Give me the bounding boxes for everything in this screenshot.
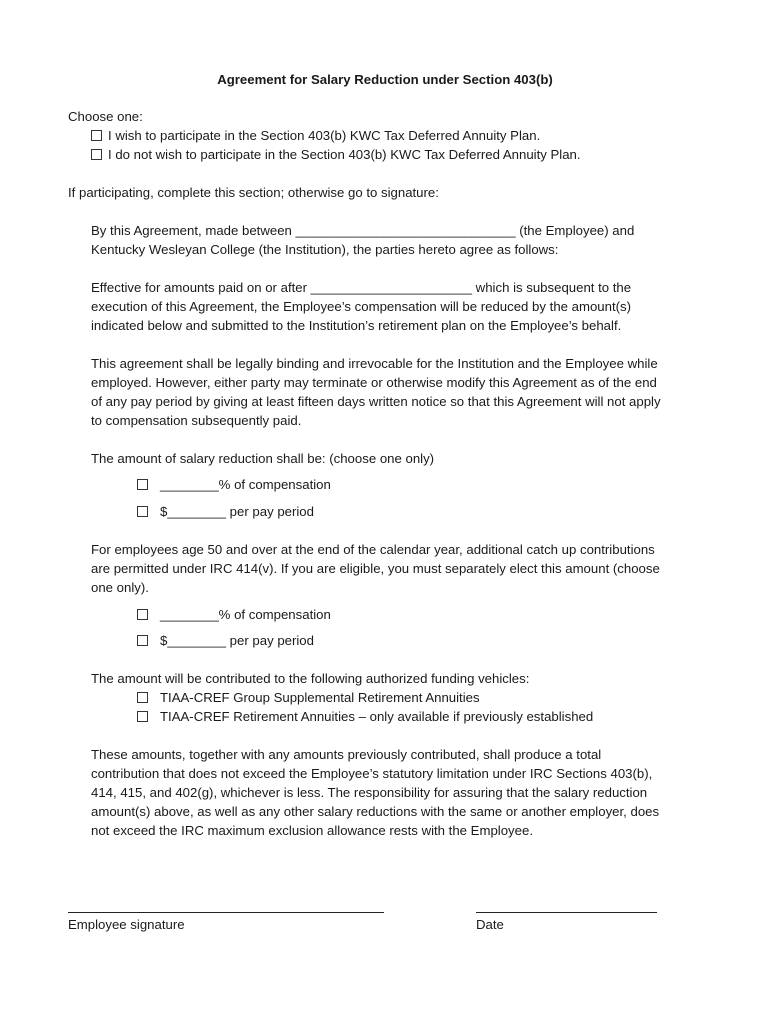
limits-line-1: These amounts, together with any amounts previously contributed, shall produce a total [91, 747, 602, 762]
vehicle-retirement-checkbox[interactable] [137, 711, 148, 722]
employee-signature-label: Employee signature [68, 917, 185, 932]
vehicle-retirement-label: TIAA-CREF Retirement Annuities – only available if previously established [160, 709, 594, 724]
catchup-line-2: are permitted under IRC 414(v). If you are eligible, you must separately elect this amount (choose [91, 561, 660, 576]
agreement-line-1: By this Agreement, made between ______________________________ (the Employee) and [91, 223, 635, 238]
date-label: Date [476, 917, 504, 932]
effective-line-2: execution of this Agreement, the Employee’s compensation will be reduced by the amount(s) [91, 299, 632, 314]
date-line[interactable] [476, 912, 657, 913]
choose-heading: Choose one: [68, 109, 143, 124]
participate-checkbox[interactable] [91, 130, 102, 141]
binding-line-3: of any pay period by giving at least fifteen days written notice so that this Agreement will not apply [91, 394, 661, 409]
vehicle-supplemental-label: TIAA-CREF Group Supplemental Retirement Annuities [160, 690, 480, 705]
catchup-dollar-option[interactable] [137, 633, 314, 649]
binding-line-1: This agreement shall be legally binding and irrevocable for the Institution and the Employee while [91, 356, 658, 371]
page-title: Agreement for Salary Reduction under Section 403(b) [217, 72, 553, 87]
agreement-line-2: Kentucky Wesleyan College (the Institution), the parties hereto agree as follows: [91, 242, 559, 257]
catchup-dollar-checkbox[interactable] [137, 635, 148, 646]
not-participate-checkbox[interactable] [91, 149, 102, 160]
limits-line-2: contribution that does not exceed the Employee’s statutory limitation under IRC Sections 403(b), [91, 766, 653, 781]
amount-percent-label: ________% of compensation [160, 477, 331, 492]
catchup-percent-checkbox[interactable] [137, 609, 148, 620]
catchup-dollar-label: $________ per pay period [160, 633, 314, 648]
amount-percent-checkbox[interactable] [137, 479, 148, 490]
limits-line-5: not exceed the IRC maximum exclusion allowance rests with the Employee. [91, 823, 533, 838]
option-not-participate-label: I do not wish to participate in the Section 403(b) KWC Tax Deferred Annuity Plan. [108, 147, 581, 162]
vehicle-supplemental-option[interactable] [137, 690, 480, 706]
vehicles-heading: The amount will be contributed to the following authorized funding vehicles: [91, 671, 530, 686]
vehicle-supplemental-checkbox[interactable] [137, 692, 148, 703]
effective-line-3: indicated below and submitted to the Institution’s retirement plan on the Employee’s behalf. [91, 318, 622, 333]
catchup-percent-label: ________% of compensation [160, 607, 331, 622]
catchup-line-3: one only). [91, 580, 149, 595]
effective-line-1: Effective for amounts paid on or after ______________________ which is subsequent to the [91, 280, 632, 295]
option-not-participate[interactable] [91, 147, 581, 163]
limits-line-3: 414, 415, and 402(g), whichever is less. The responsibility for assuring that the salary reduction [91, 785, 648, 800]
participating-instruction: If participating, complete this section; otherwise go to signature: [68, 185, 439, 200]
binding-line-4: to compensation subsequently paid. [91, 413, 302, 428]
binding-line-2: employed. However, either party may terminate or otherwise modify this Agreement as of the end [91, 375, 657, 390]
amount-dollar-option[interactable] [137, 504, 314, 520]
option-participate-label: I wish to participate in the Section 403(b) KWC Tax Deferred Annuity Plan. [108, 128, 541, 143]
vehicle-retirement-option[interactable] [137, 709, 593, 725]
amount-dollar-checkbox[interactable] [137, 506, 148, 517]
catchup-percent-option[interactable] [137, 607, 331, 623]
amount-heading: The amount of salary reduction shall be: (choose one only) [91, 451, 435, 466]
option-participate[interactable] [91, 128, 540, 144]
catchup-line-1: For employees age 50 and over at the end of the calendar year, additional catch up contributions [91, 542, 655, 557]
amount-percent-option[interactable] [137, 477, 331, 493]
amount-dollar-label: $________ per pay period [160, 504, 314, 519]
employee-signature-line[interactable] [68, 912, 384, 913]
limits-line-4: amount(s) above, as well as any other salary reductions with the same or another employer, does [91, 804, 660, 819]
